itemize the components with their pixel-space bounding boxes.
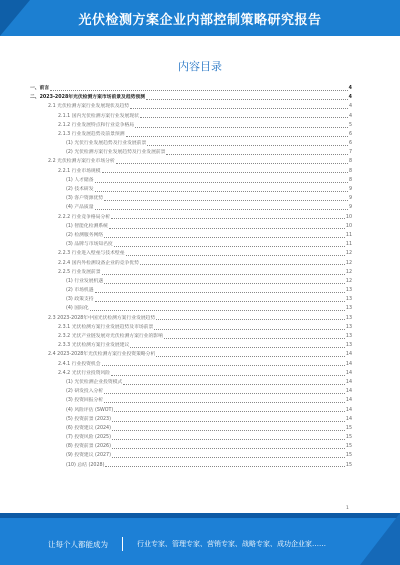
toc-entry-label: (9) 投资建议 (2027) (66, 451, 111, 460)
toc-entry-page: 14 (345, 352, 352, 358)
toc-entry-label: (5) 投资前景 (2023) (66, 415, 111, 424)
toc-entry-page: 6 (348, 141, 352, 147)
toc-entry[interactable] (30, 93, 352, 102)
toc-entry[interactable] (30, 452, 352, 461)
toc-leader-dots (104, 402, 345, 403)
toc-entry-page: 9 (348, 205, 352, 211)
toc-entry[interactable] (30, 240, 352, 249)
toc-entry[interactable] (30, 277, 352, 286)
toc-leader-dots (104, 393, 345, 394)
toc-entry-page: 4 (348, 113, 352, 119)
toc-entry-page: 13 (345, 334, 352, 340)
toc-entry-label: (1) 光伏行业发展趋势及行业发展前景 (66, 139, 146, 148)
toc-entry-label: 2.2.4 国内外检测设备企业的竞争优势 (58, 259, 139, 268)
toc-leader-dots (164, 338, 345, 339)
toc-entry-label: (2) 光伏检测方案行业发展趋势及行业发展前景 (66, 148, 165, 157)
toc-entry[interactable] (30, 350, 352, 359)
toc-entry-page: 4 (348, 104, 352, 110)
toc-leader-dots (111, 375, 345, 376)
toc-entry-page: 15 (345, 453, 352, 459)
toc-entry-label: (2) 检测服务网络 (66, 231, 103, 240)
toc-entry[interactable] (30, 203, 352, 212)
toc-entry[interactable] (30, 194, 352, 203)
toc-leader-dots (111, 218, 345, 219)
toc-leader-dots (135, 127, 348, 128)
toc-entry[interactable] (30, 442, 352, 451)
toc-leader-dots (140, 264, 345, 265)
toc-entry-page: 8 (348, 177, 352, 183)
toc-entry[interactable] (30, 305, 352, 314)
toc-entry[interactable] (30, 268, 352, 277)
toc-leader-dots (102, 172, 348, 173)
toc-entry-label: (1) 人才储备 (66, 176, 94, 185)
toc-leader-dots (90, 310, 345, 311)
toc-entry[interactable] (30, 360, 352, 369)
toc-entry-label: 2.2.1 行业市场规模 (58, 167, 101, 176)
toc-leader-dots (130, 347, 345, 348)
toc-entry-label: (2) 技术研发 (66, 185, 94, 194)
toc-leader-dots (112, 421, 345, 422)
toc-entry-page: 10 (345, 223, 352, 229)
toc-leader-dots (166, 154, 347, 155)
toc-entry-page: 15 (345, 435, 352, 441)
page-footer (0, 513, 400, 565)
toc-leader-dots (146, 99, 348, 100)
toc-entry-page: 9 (348, 196, 352, 202)
toc-entry-label: (6) 投资建议 (2024) (66, 424, 111, 433)
toc-entry-label: (4) 国际化 (66, 304, 89, 313)
toc-entry-page: 14 (345, 416, 352, 422)
toc-entry-page: 12 (345, 251, 352, 257)
report-header (0, 0, 400, 36)
toc-entry[interactable] (30, 112, 352, 121)
toc-leader-dots (104, 237, 345, 238)
toc-entry-label: (1) 智能化检测系统 (66, 222, 108, 231)
toc-entry-page: 6 (348, 131, 352, 137)
toc-entry-page: 12 (345, 269, 352, 275)
toc-leader-dots (95, 182, 348, 183)
toc-entry[interactable] (30, 148, 352, 157)
toc-entry[interactable] (30, 84, 352, 93)
toc-entry-label: (1) 光伏检测企业投资模式 (66, 378, 122, 387)
toc-leader-dots (95, 301, 345, 302)
toc-entry[interactable] (30, 286, 352, 295)
toc-entry[interactable] (30, 396, 352, 405)
toc-entry-label: 2.3.3 光伏检测方案行业发展建议 (58, 341, 129, 350)
toc-entry[interactable] (30, 176, 352, 185)
toc-entry-page: 9 (348, 187, 352, 193)
toc-leader-dots (112, 448, 345, 449)
toc-entry[interactable] (30, 323, 352, 332)
toc-entry[interactable] (30, 231, 352, 240)
toc-entry-page: 14 (345, 379, 352, 385)
footer-corner-decoration (360, 513, 400, 565)
toc-entry-page: 12 (345, 260, 352, 266)
toc-entry-page: 14 (345, 398, 352, 404)
toc-entry-label: (10) 总结 (2028) (66, 461, 104, 470)
toc-entry-label: 2.1 光伏检测方案行业发展现状及趋势 (48, 102, 129, 111)
toc-entry-label: 2.4.1 行业投资机会 (58, 360, 101, 369)
toc-entry-label: 一、前言 (30, 84, 49, 93)
toc-leader-dots (116, 163, 348, 164)
toc-entry[interactable] (30, 295, 352, 304)
toc-leader-dots (104, 200, 348, 201)
toc-entry[interactable] (30, 139, 352, 148)
toc-entry-label: (1) 行业发展机遇 (66, 277, 103, 286)
toc-entry[interactable] (30, 314, 352, 323)
toc-entry-label: (4) 风险评估 (SWOT) (66, 406, 113, 415)
toc-entry-page: 15 (345, 462, 352, 468)
toc-entry-label: (4) 产品质量 (66, 203, 94, 212)
toc-entry[interactable] (30, 130, 352, 139)
toc-entry-page: 14 (345, 370, 352, 376)
toc-entry-label: 2.1.2 行业发展特点和行业竞争格局 (58, 121, 134, 130)
toc-entry[interactable] (30, 259, 352, 268)
toc-entry-page: 13 (345, 288, 352, 294)
toc-entry-label: 2.1.3 行业发展趋势及前景预测 (58, 130, 125, 139)
table-of-contents (30, 84, 352, 470)
toc-entry-page: 8 (348, 168, 352, 174)
toc-leader-dots (156, 319, 345, 320)
toc-heading: 内容目录 (178, 60, 222, 73)
toc-entry-label: (3) 投资回报分析 (66, 396, 103, 405)
toc-entry-label: 2.3.1 光伏检测方案行业发展趋势及市场前景 (58, 323, 153, 332)
toc-leader-dots (112, 439, 345, 440)
toc-entry-label: 2.2.2 行业竞争格局分析 (58, 213, 110, 222)
toc-entry-page: 13 (345, 306, 352, 312)
toc-leader-dots (154, 329, 345, 330)
toc-entry-page: 13 (345, 343, 352, 349)
toc-entry-label: (8) 投资前景 (2026) (66, 442, 111, 451)
toc-entry-label: (3) 客户资源优势 (66, 194, 103, 203)
toc-entry-label: (3) 品牌与市场知名度 (66, 240, 113, 249)
toc-entry-page: 14 (345, 361, 352, 367)
toc-entry-page: 13 (345, 297, 352, 303)
toc-entry[interactable] (30, 424, 352, 433)
toc-entry-page: 8 (348, 159, 352, 165)
toc-entry-page: 7 (348, 150, 352, 156)
toc-leader-dots (147, 145, 348, 146)
toc-entry[interactable] (30, 102, 352, 111)
toc-entry-label: (7) 投资风险 (2025) (66, 433, 111, 442)
toc-entry-label: 2.2 光伏检测方案行业市场分析 (48, 157, 115, 166)
toc-entry-label: 2.3.2 光伏产业链发展对光伏检测方案行业的影响 (58, 332, 163, 341)
toc-leader-dots (102, 365, 345, 366)
toc-entry[interactable] (30, 369, 352, 378)
toc-leader-dots (114, 411, 345, 412)
toc-entry-label: 二、2023-2028年光伏检测方案市场前景及趋势预测 (30, 93, 145, 102)
toc-entry-page: 14 (345, 407, 352, 413)
toc-leader-dots (126, 255, 345, 256)
toc-entry-page: 15 (345, 425, 352, 431)
toc-entry[interactable] (30, 378, 352, 387)
toc-entry[interactable] (30, 249, 352, 258)
toc-entry[interactable] (30, 121, 352, 130)
footer-divider (122, 537, 123, 551)
toc-entry[interactable] (30, 461, 352, 470)
toc-entry-page: 4 (348, 95, 352, 101)
toc-entry[interactable] (30, 433, 352, 442)
toc-entry[interactable] (30, 222, 352, 231)
toc-leader-dots (95, 191, 348, 192)
toc-entry-label: 2.4.2 光伏行业投资风险 (58, 369, 110, 378)
toc-entry-page: 13 (345, 315, 352, 321)
toc-leader-dots (114, 246, 345, 247)
toc-leader-dots (130, 108, 348, 109)
toc-leader-dots (50, 90, 347, 91)
toc-entry-label: 2.1.1 国内光伏检测方案行业发展现状 (58, 112, 139, 121)
toc-entry[interactable] (30, 213, 352, 222)
toc-entry-label: (3) 政策支持 (66, 295, 94, 304)
toc-entry-label: (2) 市场机遇 (66, 286, 94, 295)
toc-entry[interactable] (30, 167, 352, 176)
toc-leader-dots (140, 117, 348, 118)
page-number: 1 (346, 506, 349, 511)
toc-leader-dots (112, 430, 345, 431)
toc-entry-page: 12 (345, 278, 352, 284)
toc-entry-page: 5 (348, 122, 352, 128)
toc-entry-page: 4 (348, 85, 352, 91)
toc-entry[interactable] (30, 158, 352, 167)
toc-leader-dots (156, 356, 345, 357)
toc-entry[interactable] (30, 387, 352, 396)
toc-entry-page: 13 (345, 324, 352, 330)
toc-entry-page: 14 (345, 389, 352, 395)
toc-entry-page: 11 (345, 242, 352, 248)
toc-entry-page: 15 (345, 444, 352, 450)
report-title: 光伏检测方案企业内部控制策略研究报告 (78, 13, 322, 28)
toc-leader-dots (112, 457, 345, 458)
toc-leader-dots (109, 228, 345, 229)
toc-leader-dots (126, 136, 348, 137)
toc-entry-label: 2.3 2023-2028年中国光伏检测方案行业发展趋势 (48, 314, 155, 323)
toc-entry-label: 2.2.5 行业发展前景 (58, 268, 101, 277)
toc-leader-dots (95, 292, 345, 293)
toc-leader-dots (123, 384, 345, 385)
footer-slogan: 让每个人都能成为 (48, 540, 108, 549)
toc-entry-label: 2.2.3 行业进入壁垒与技术壁垒 (58, 249, 125, 258)
toc-entry-page: 11 (345, 232, 352, 238)
toc-entry-label: (2) 研发投入分析 (66, 387, 103, 396)
toc-leader-dots (105, 466, 344, 467)
footer-tagline: 行业专家、管理专家、营销专家、战略专家、成功企业家…… (137, 540, 326, 548)
toc-leader-dots (95, 209, 348, 210)
toc-entry[interactable] (30, 415, 352, 424)
toc-entry[interactable] (30, 185, 352, 194)
footer-top-strip (0, 513, 400, 518)
toc-entry-page: 10 (345, 214, 352, 220)
toc-entry[interactable] (30, 332, 352, 341)
toc-entry[interactable] (30, 341, 352, 350)
toc-entry[interactable] (30, 406, 352, 415)
toc-leader-dots (104, 283, 345, 284)
toc-entry-label: 2.4 2023-2028年光伏检测方案行业投资策略分析 (48, 350, 155, 359)
toc-leader-dots (102, 274, 345, 275)
